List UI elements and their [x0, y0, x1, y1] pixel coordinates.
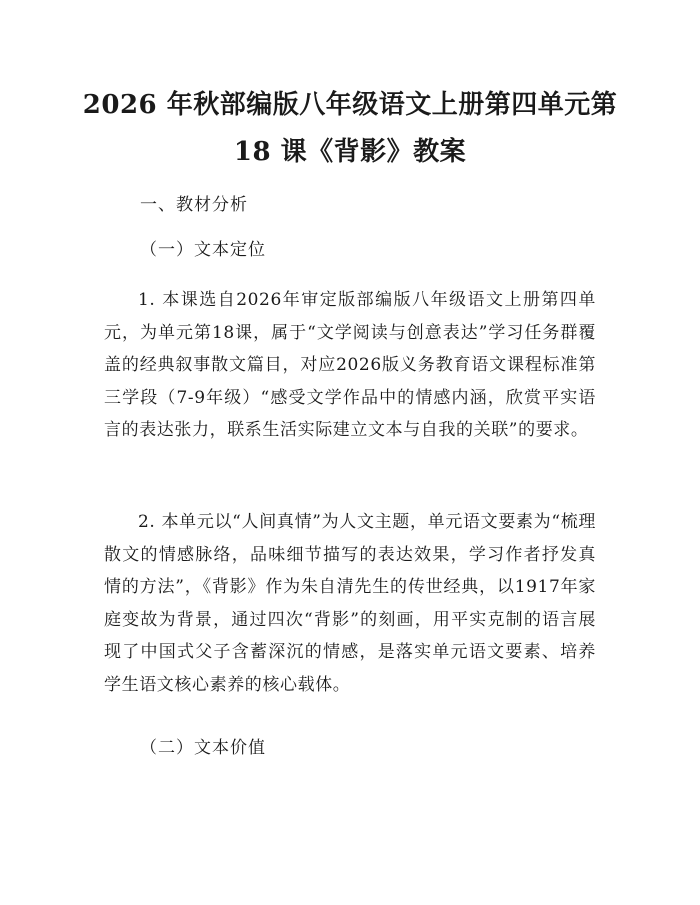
subsection-heading-text-value: （二）文本价值 — [140, 738, 266, 758]
document-title-line-2: 18 课《背影》教案 — [233, 137, 467, 167]
paragraph-2: 2. 本单元以“人间真情”为人文主题，单元语文要素为“梳理散文的情感脉络，品味细节描写的表达效果，学习作者抒发真情的方法”，《背影》作为朱自清先生的传世经典，以1917年家庭变故为背景，通过四次“背影”的刻画，用平实克制的语言展现了中国式父子含蓄深沉的情感，是落实单元语文要素、培养学生语文核心素养的核心载体。 — [104, 512, 596, 695]
subsection-heading-text-positioning: （一）文本定位 — [140, 240, 266, 260]
paragraph-1: 1. 本课选自2026年审定版部编版八年级语文上册第四单元，为单元第18课，属于“文学阅读与创意表达”学习任务群覆盖的经典叙事散文篇目，对应2026版义务教育语文课程标准第三学段（7-9年级）“感受文学作品中的情感内涵，欣赏平实语言的表达张力，联系生活实际建立文本与自我的关联”的要求。 — [104, 290, 596, 441]
document-title-line-1: 2026 年秋部编版八年级语文上册第四单元第 — [82, 90, 618, 120]
section-heading-textbook-analysis: 一、教材分析 — [140, 195, 248, 215]
